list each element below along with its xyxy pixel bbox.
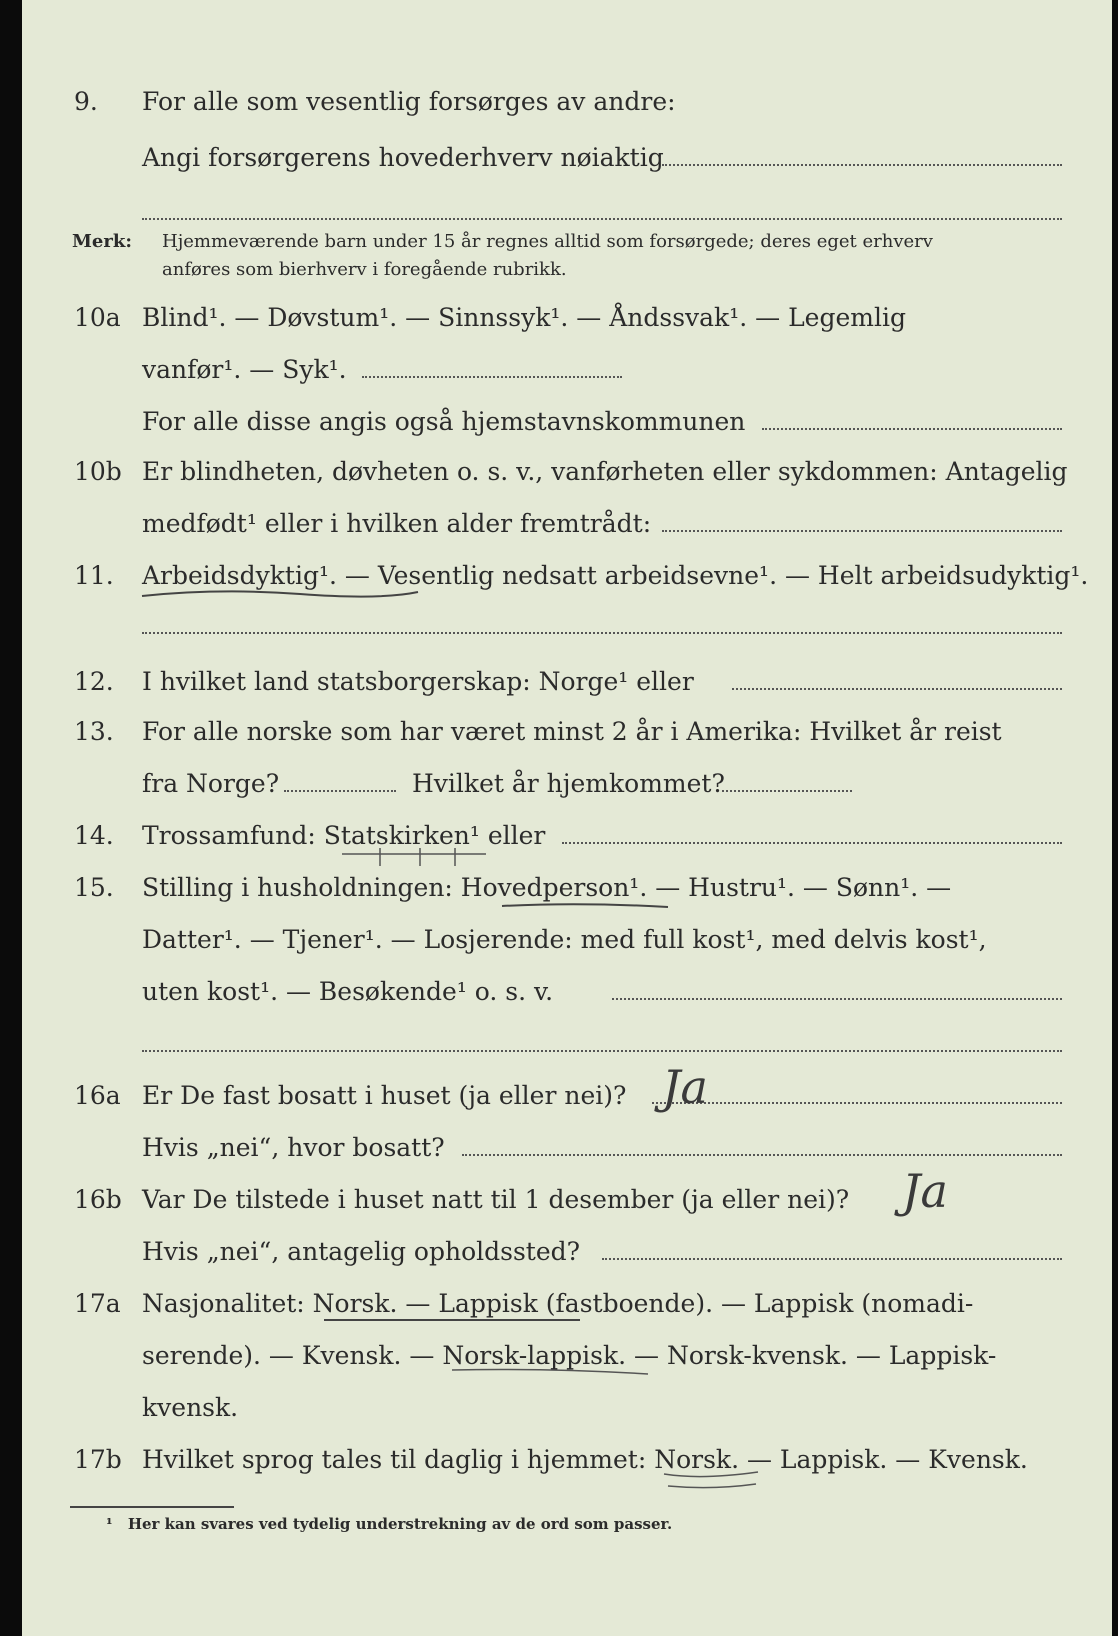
merk-note xyxy=(22,228,1112,288)
q13-hjemkommet-field[interactable] xyxy=(722,790,852,792)
q10a-hjemstavn-field[interactable] xyxy=(762,428,1062,430)
q16b-text: Var De tilstede i huset natt til 1 desember (ja eller nei)? xyxy=(142,1185,850,1214)
q15-answer-field-2[interactable] xyxy=(142,1050,1062,1052)
q10b-number: 10b xyxy=(74,457,122,486)
q15-answer-field[interactable] xyxy=(612,998,1062,1000)
q9-text-2: Angi forsørgerens hovederhverv nøiaktig xyxy=(142,143,664,172)
footnote-rule xyxy=(70,1506,234,1508)
footnote xyxy=(106,1514,672,1534)
q16a-bosatt-field[interactable] xyxy=(462,1154,1062,1156)
q15-text-2: Datter¹. — Tjener¹. — Losjerende: med full kost¹, med delvis kost¹, xyxy=(142,925,987,954)
q10b-row-2 xyxy=(22,504,1112,544)
q12-number: 12. xyxy=(74,667,114,696)
q15-number: 15. xyxy=(74,873,114,902)
handwritten-underline-norsk-lappisk xyxy=(450,1366,650,1378)
q15-row-3 xyxy=(22,972,1112,1012)
q16b-number: 16b xyxy=(74,1185,122,1214)
q10b-answer-field[interactable] xyxy=(662,530,1062,532)
q16a-number: 16a xyxy=(74,1081,121,1110)
q10a-row-2 xyxy=(22,350,1112,390)
q13-number: 13. xyxy=(74,717,114,746)
q16a-row-2 xyxy=(22,1128,1112,1168)
merk-text-2: anføres som bierhverv i foregående rubrikk. xyxy=(162,259,567,280)
q10a-row-3 xyxy=(22,402,1112,442)
census-form-page xyxy=(22,0,1112,1636)
q10a-number: 10a xyxy=(74,303,121,332)
q16a-row xyxy=(22,1076,1112,1116)
q17b-number: 17b xyxy=(74,1445,122,1474)
footnote-mark: ¹ xyxy=(106,1515,113,1533)
handwritten-underline-statskirken xyxy=(340,846,490,870)
q13-text-2a: fra Norge? xyxy=(142,769,280,798)
q17a-text-2: serende). — Kvensk. — Norsk-lappisk. — Norsk-kvensk. — Lappisk- xyxy=(142,1341,997,1370)
q15-row-2 xyxy=(22,920,1112,960)
q14-text: Trossamfund: Statskirken¹ eller xyxy=(142,821,546,850)
q11-text: Arbeidsdyktig¹. — Vesentlig nedsatt arbeidsevne¹. — Helt arbeidsudyktig¹. xyxy=(142,561,1089,590)
q12-answer-field[interactable] xyxy=(732,688,1062,690)
q17b-text: Hvilket sprog tales til daglig i hjemmet: Norsk. — Lappisk. — Kvensk. xyxy=(142,1445,1028,1474)
handwritten-underline-norsk xyxy=(322,1314,582,1326)
q17a-row-3 xyxy=(22,1388,1112,1428)
merk-text-1: Hjemmeværende barn under 15 år regnes alltid som forsørgede; deres eget erhverv xyxy=(162,231,933,252)
q16a-text-2: Hvis „nei“, hvor bosatt? xyxy=(142,1133,445,1162)
q13-row xyxy=(22,712,1112,752)
q13-text-2b: Hvilket år hjemkommet? xyxy=(412,769,725,798)
q12-text: I hvilket land statsborgerskap: Norge¹ eller xyxy=(142,667,694,696)
q14-row xyxy=(22,816,1112,856)
q13-reist-field[interactable] xyxy=(284,790,396,792)
q12-row xyxy=(22,662,1112,702)
q9-text: For alle som vesentlig forsørges av andre: xyxy=(142,87,676,116)
q17b-row xyxy=(22,1440,1112,1480)
q9-answer-field[interactable] xyxy=(662,164,1062,166)
q11-number: 11. xyxy=(74,561,114,590)
handwritten-underline-arbeidsdyktig xyxy=(140,586,420,600)
q11-answer-field[interactable] xyxy=(142,632,1062,634)
q17a-text-3: kvensk. xyxy=(142,1393,239,1422)
q17a-text: Nasjonalitet: Norsk. — Lappisk (fastboende). — Lappisk (nomadi- xyxy=(142,1289,974,1318)
q16a-text: Er De fast bosatt i huset (ja eller nei)? xyxy=(142,1081,627,1110)
q10a-answer-field[interactable] xyxy=(362,376,622,378)
q10a-text: Blind¹. — Døvstum¹. — Sinnssyk¹. — Åndssvak¹. — Legemlig xyxy=(142,303,906,332)
q17a-number: 17a xyxy=(74,1289,121,1318)
q9-answer-field-2[interactable] xyxy=(142,218,1062,220)
q10a-text-3: For alle disse angis også hjemstavnskommunen xyxy=(142,407,746,436)
merk-label: Merk: xyxy=(72,231,132,252)
handwritten-underline-hovedperson xyxy=(500,898,670,912)
q14-number: 14. xyxy=(74,821,114,850)
q14-answer-field[interactable] xyxy=(562,842,1062,844)
q16a-handwritten-answer: Ja xyxy=(662,1060,708,1114)
q13-text: For alle norske som har været minst 2 år i Amerika: Hvilket år reist xyxy=(142,717,1002,746)
q10b-text: Er blindheten, døvheten o. s. v., vanførheten eller sykdommen: Antagelig xyxy=(142,457,1068,486)
q15-text: Stilling i husholdningen: Hovedperson¹. — Hustru¹. — Sønn¹. — xyxy=(142,873,952,902)
q16b-row-2 xyxy=(22,1232,1112,1272)
q16a-answer-field[interactable] xyxy=(652,1102,1062,1104)
q10a-text-2: vanfør¹. — Syk¹. xyxy=(142,355,347,384)
q10b-row xyxy=(22,452,1112,492)
q15-text-3: uten kost¹. — Besøkende¹ o. s. v. xyxy=(142,977,554,1006)
q13-row-2 xyxy=(22,764,1112,804)
q16b-handwritten-answer: Ja xyxy=(902,1164,948,1218)
q9-number: 9. xyxy=(74,87,98,116)
footnote-text: Her kan svares ved tydelig understrekning av de ord som passer. xyxy=(127,1515,673,1533)
q16b-opholdssted-field[interactable] xyxy=(602,1258,1062,1260)
q10a-row xyxy=(22,298,1112,338)
q16b-row xyxy=(22,1180,1112,1220)
q9-row xyxy=(22,82,1112,122)
q10b-text-2: medfødt¹ eller i hvilken alder fremtrådt: xyxy=(142,509,652,538)
q9-row-2 xyxy=(22,138,1112,178)
handwritten-underline-norsk-sprog xyxy=(662,1466,762,1494)
q16b-text-2: Hvis „nei“, antagelig opholdssted? xyxy=(142,1237,581,1266)
